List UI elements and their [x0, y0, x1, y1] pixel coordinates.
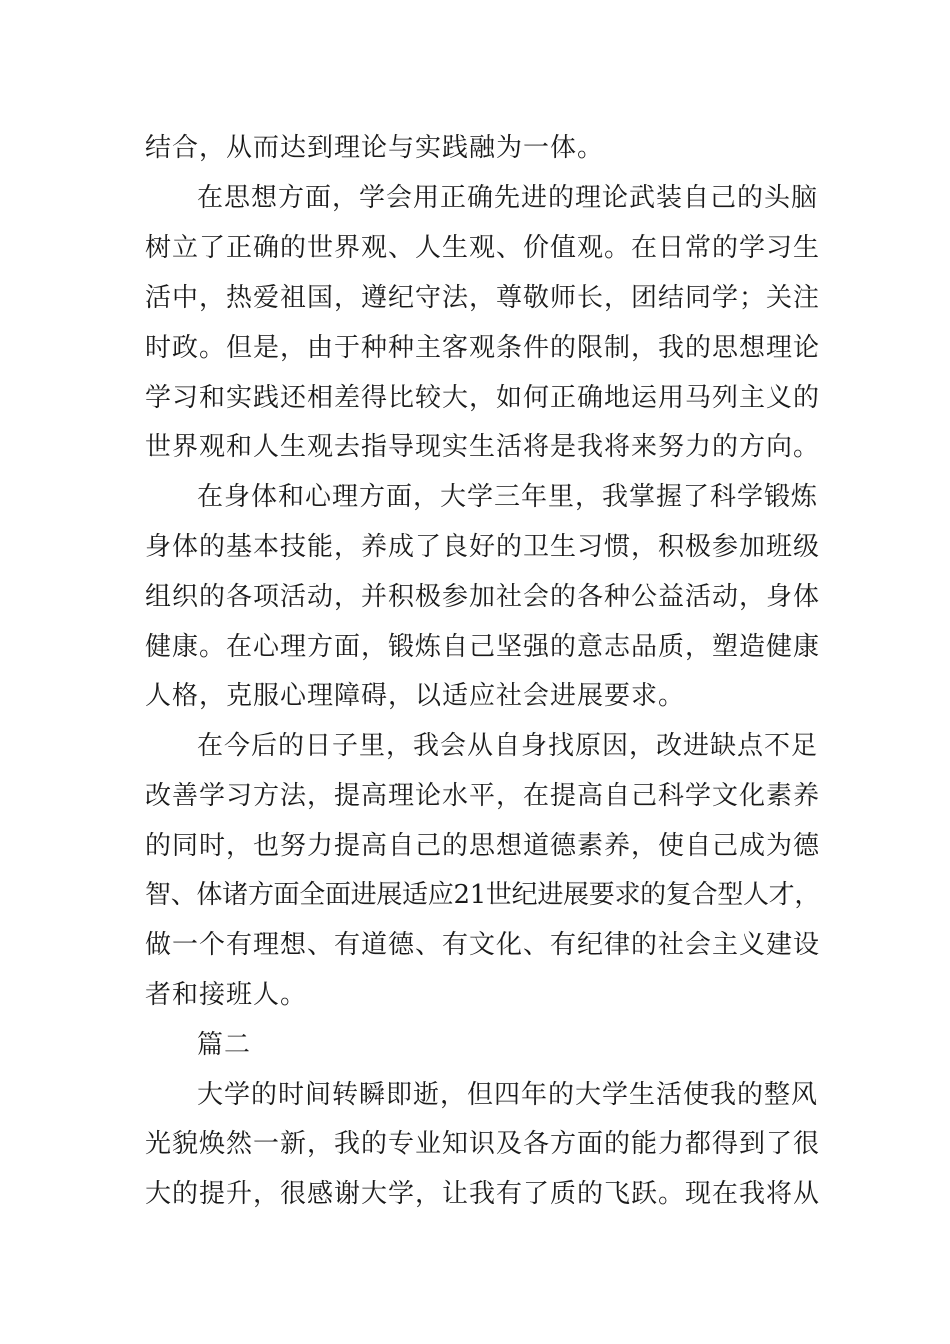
text-line: 学习和实践还相差得比较大，如何正确地运用马列主义的: [145, 383, 821, 413]
paragraph-start-line: 大学的时间转瞬即逝，但四年的大学生活使我的整风: [197, 1080, 819, 1110]
text-line: 结合，从而达到理论与实践融为一体。: [145, 133, 605, 163]
text-line: 做一个有理想、有道德、有文化、有纪律的社会主义建设: [145, 930, 821, 960]
paragraph-start-line: 在思想方面，学会用正确先进的理论武装自己的头脑: [197, 183, 819, 213]
text-line: 世界观和人生观去指导现实生活将是我将来努力的方向。: [145, 432, 821, 462]
text-line: 智、体诸方面全面进展适应21世纪进展要求的复合型人才，: [145, 880, 821, 910]
text-line: 光貌焕然一新，我的专业知识及各方面的能力都得到了很: [145, 1129, 821, 1159]
paragraph-start-line: 在今后的日子里，我会从自身找原因，改进缺点不足: [197, 731, 819, 761]
text-line: 身体的基本技能，养成了良好的卫生习惯，积极参加班级: [145, 532, 821, 562]
text-line: 活中，热爱祖国，遵纪守法，尊敬师长，团结同学；关注: [145, 283, 821, 313]
text-line: 组织的各项活动，并积极参加社会的各种公益活动，身体: [145, 582, 821, 612]
paragraph-start-line: 在身体和心理方面，大学三年里，我掌握了科学锻炼: [197, 482, 819, 512]
text-line: 的同时，也努力提高自己的思想道德素养，使自己成为德: [145, 831, 821, 861]
text-line: 时政。但是，由于种种主客观条件的限制，我的思想理论: [145, 333, 821, 363]
text-line: 者和接班人。: [145, 980, 308, 1010]
text-line: 树立了正确的世界观、人生观、价值观。在日常的学习生: [145, 233, 821, 263]
text-line: 健康。在心理方面，锻炼自己坚强的意志品质，塑造健康: [145, 632, 821, 662]
section-heading: 篇二: [197, 1030, 252, 1060]
text-line: 改善学习方法，提高理论水平，在提高自己科学文化素养: [145, 781, 821, 811]
text-line: 大的提升，很感谢大学，让我有了质的飞跃。现在我将从: [145, 1179, 821, 1209]
text-line: 人格，克服心理障碍，以适应社会进展要求。: [145, 681, 686, 711]
